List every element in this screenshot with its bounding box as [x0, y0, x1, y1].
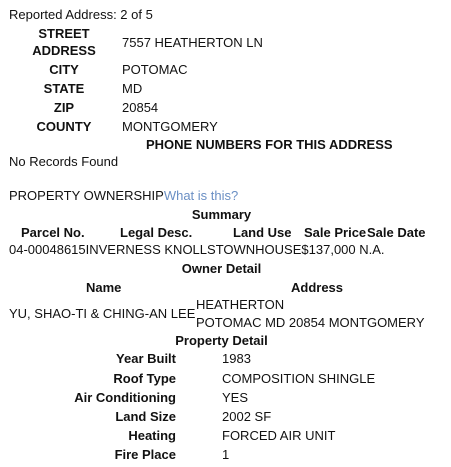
property-detail-heading: Property Detail [175, 333, 268, 348]
owner-name: YU, SHAO-TI & CHING-AN LEE [9, 306, 196, 321]
property-detail-value: YES [222, 390, 249, 405]
owner-address-line2: POTOMAC MD 20854 MONTGOMERY [196, 315, 425, 330]
property-detail-value: COMPOSITION SHINGLE [222, 371, 376, 386]
summary-header-parcel: Parcel No. [21, 225, 85, 240]
property-detail-value: FORCED AIR UNIT [222, 428, 336, 443]
summary-header-sale-price: Sale Price [304, 225, 367, 240]
summary-parcel: 04-00048615 [9, 242, 86, 257]
phone-no-records: No Records Found [9, 154, 119, 169]
summary-legal: INVERNESS KNOLLS [85, 242, 216, 257]
property-detail-label: Land Size [115, 409, 176, 424]
ownership-label: PROPERTY OWNERSHIP [9, 188, 164, 203]
owner-address-line1: HEATHERTON [196, 297, 285, 312]
zip-value: 20854 [122, 100, 159, 115]
state-value: MD [122, 81, 143, 96]
summary-header-sale-date: Sale Date [367, 225, 426, 240]
zip-label: ZIP [53, 100, 75, 115]
city-label: CITY [49, 62, 79, 77]
owner-address-header: Address [291, 280, 344, 295]
state-label: STATE [43, 81, 85, 96]
summary-land-use: TOWNHOUSE [215, 242, 302, 257]
property-detail-label: Air Conditioning [74, 390, 176, 405]
ownership-section [9, 188, 238, 203]
summary-sale-date: N.A. [359, 242, 385, 257]
county-label: COUNTY [36, 119, 92, 134]
city-value: POTOMAC [122, 62, 188, 77]
summary-sale-price: $137,000 [301, 242, 356, 257]
summary-heading: Summary [191, 207, 252, 222]
owner-name-header: Name [86, 280, 122, 295]
property-detail-value: 1983 [222, 351, 251, 366]
owner-detail-heading: Owner Detail [181, 261, 262, 276]
reported-address-label: Reported Address: 2 of 5 [9, 7, 153, 22]
phone-heading: PHONE NUMBERS FOR THIS ADDRESS [146, 137, 393, 152]
property-detail-label: Heating [128, 428, 176, 443]
street-label-line1: STREET [38, 26, 90, 41]
street-label-line2: ADDRESS [32, 43, 96, 58]
what-is-this-link[interactable]: What is this? [163, 188, 239, 203]
property-detail-value: 1 [222, 447, 230, 462]
county-value: MONTGOMERY [122, 119, 218, 134]
summary-header-legal: Legal Desc. [120, 225, 193, 240]
summary-row [9, 242, 385, 257]
property-detail-label: Roof Type [113, 371, 176, 386]
street-value: 7557 HEATHERTON LN [122, 35, 263, 50]
property-detail-label: Fire Place [114, 447, 176, 462]
property-detail-value: 2002 SF [222, 409, 272, 424]
property-detail-label: Year Built [116, 351, 176, 366]
summary-header-land-use: Land Use [233, 225, 292, 240]
